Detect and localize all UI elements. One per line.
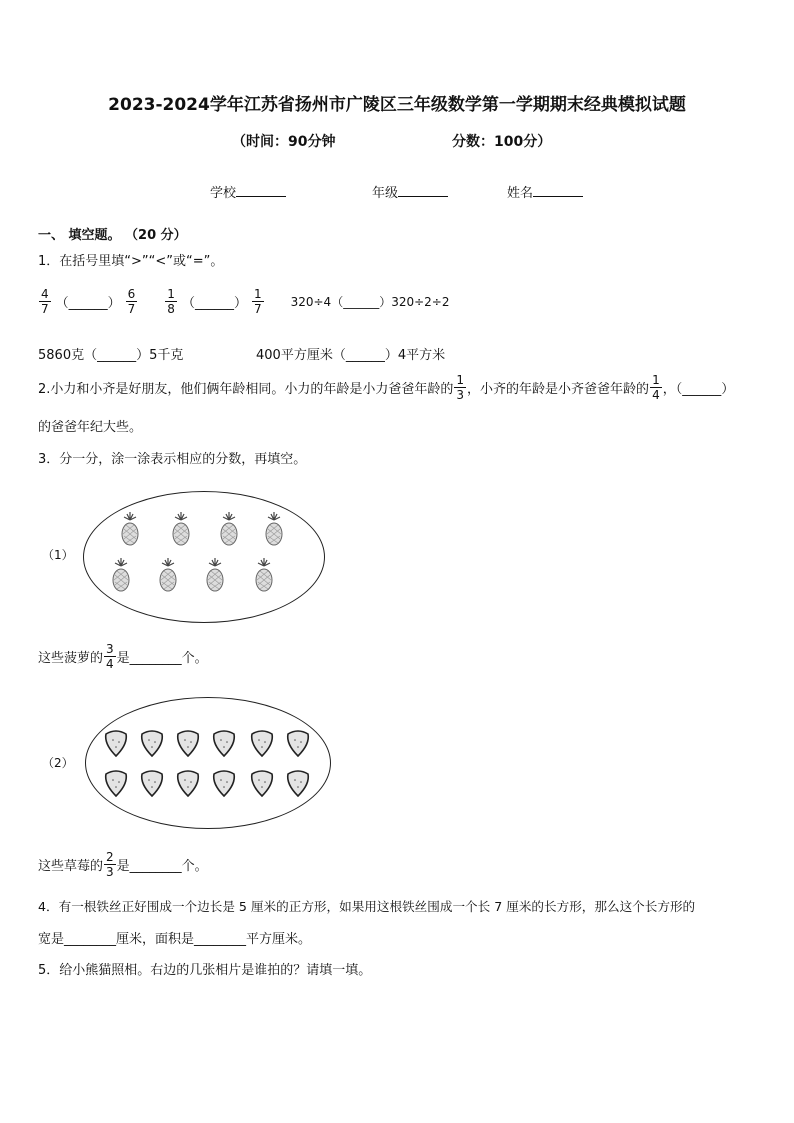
- section-heading: 一、 填空题。 （20 分）: [38, 228, 187, 243]
- strawberry-icons: [86, 698, 330, 828]
- fraction: $\frac{1}{4}$: [652, 373, 660, 402]
- fraction: $\frac{4}{7}$: [41, 287, 49, 316]
- name-field: [507, 182, 583, 201]
- q3-p1-prefix: 这些菠萝的: [38, 651, 104, 666]
- q3-p2-answer-blank[interactable]: 是________个。: [116, 859, 208, 874]
- grade-blank[interactable]: [398, 184, 448, 197]
- q5-stem: 5．给小熊猫照相。右边的几张相片是谁拍的？请填一填。: [38, 963, 372, 978]
- fraction: $\frac{6}{7}$: [127, 287, 136, 316]
- strawberry-group: [85, 697, 331, 829]
- exam-score: 分数：100分）: [452, 134, 552, 150]
- q3-part1-label: （1）: [42, 548, 74, 562]
- q1-row2-b[interactable]: 400平方厘米（______）4平方米: [256, 348, 446, 363]
- q2-answer-blank[interactable]: ，（______）: [662, 382, 735, 397]
- q3-part2-label: （2）: [42, 756, 74, 770]
- q3-part2-answer: [38, 850, 208, 879]
- q1-row1: [38, 287, 449, 316]
- compare-blank[interactable]: （______）: [181, 296, 247, 311]
- pineapple-icons: [84, 492, 324, 622]
- grade-label: 年级: [372, 186, 399, 201]
- q2-line1: [38, 373, 734, 402]
- q1-stem: 1．在括号里填“>”“<”或“=”。: [38, 254, 224, 269]
- fraction: $\frac{2}{3}$: [106, 850, 114, 879]
- name-label: 姓名: [507, 186, 534, 201]
- q4-line1: 4．有一根铁丝正好围成一个边长是 5 厘米的正方形，如果用这根铁丝围成一个长 7 厘米的长方形，那么这个长方形的: [38, 899, 696, 914]
- q3-part1-answer: [38, 642, 208, 671]
- q1-row2-a[interactable]: 5860克（______）5千克: [38, 348, 184, 363]
- q3-p2-prefix: 这些草莓的: [38, 859, 104, 874]
- fraction: $\frac{1}{7}$: [253, 287, 262, 316]
- fraction: $\frac{3}{4}$: [106, 642, 114, 671]
- compare-expression[interactable]: 320÷4（______）320÷2÷2: [290, 295, 450, 309]
- q3-stem: 3．分一分，涂一涂表示相应的分数，再填空。: [38, 452, 307, 467]
- fraction: $\frac{1}{3}$: [456, 373, 465, 402]
- name-blank[interactable]: [533, 184, 583, 197]
- q4-line2[interactable]: 宽是________厘米，面积是________平方厘米。: [38, 932, 312, 947]
- compare-blank[interactable]: （______）: [55, 296, 121, 311]
- pineapple-group: [83, 491, 325, 623]
- q2-line2: 的爸爸年纪大些。: [38, 420, 143, 435]
- school-field: [210, 182, 286, 201]
- school-label: 学校: [210, 186, 237, 201]
- q3-p1-answer-blank[interactable]: 是________个。: [116, 651, 208, 666]
- q2-text-part2: ，小齐的年龄是小齐爸爸年龄的: [467, 382, 650, 397]
- exam-title: 2023-2024学年江苏省扬州市广陵区三年级数学第一学期期末经典模拟试题: [108, 95, 686, 115]
- exam-time: （时间：90分钟: [232, 134, 336, 150]
- school-blank[interactable]: [236, 184, 286, 197]
- grade-field: [372, 182, 448, 201]
- q2-text-part1: 2.小力和小齐是好朋友，他们俩年龄相同。小力的年龄是小力爸爸年龄的: [38, 382, 454, 397]
- fraction: $\frac{1}{8}$: [167, 287, 175, 316]
